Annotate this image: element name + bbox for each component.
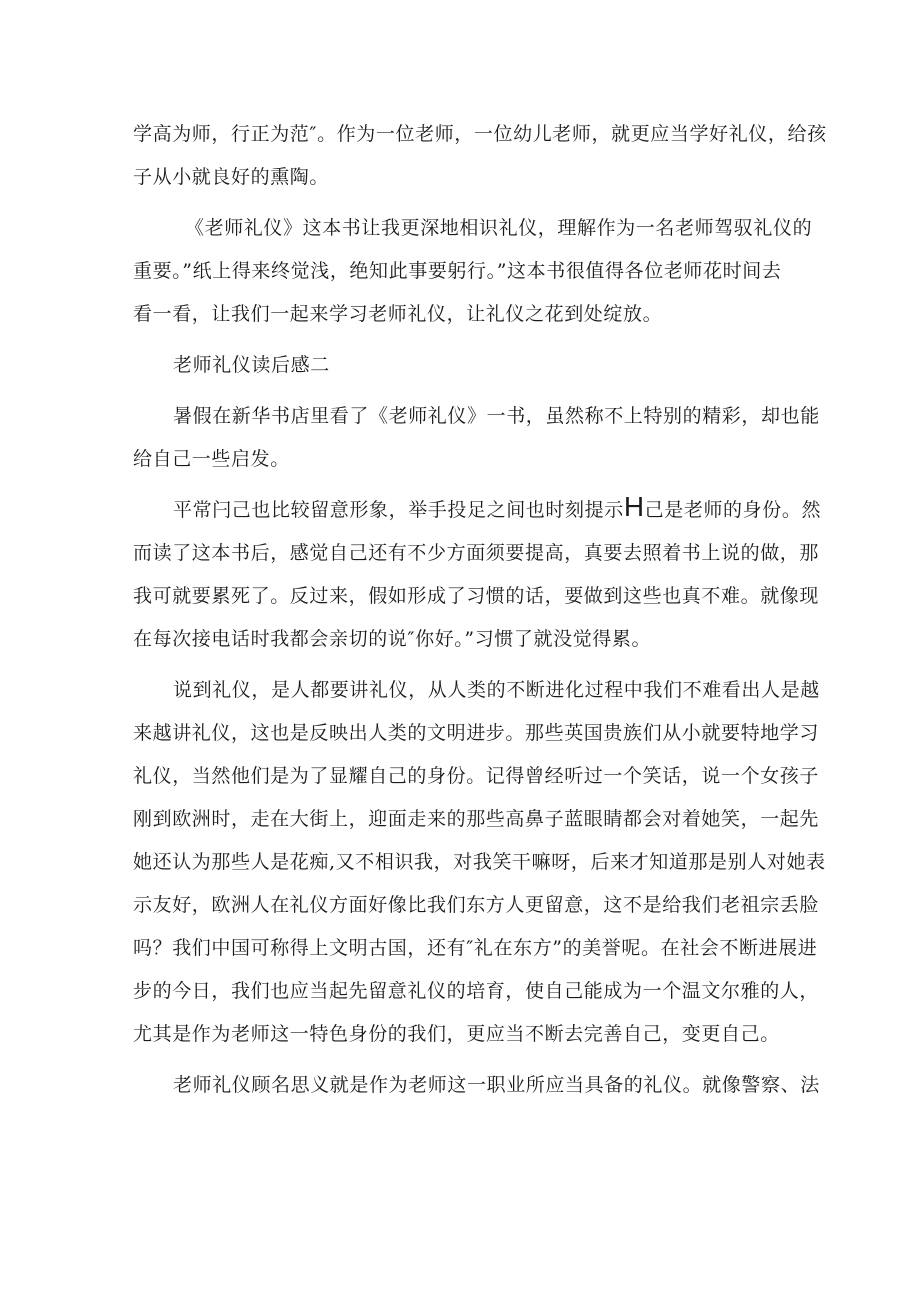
paragraph-1 <box>133 113 827 199</box>
heading-line: 老师礼仪读后感二 <box>173 354 330 376</box>
paragraph-3 <box>133 395 820 481</box>
text-fragment: 己是老师的身份。然 <box>644 499 822 521</box>
text-line: 在每次接电话时我都会亲切的说″你好。”习惯了就没觉得累。 <box>133 628 652 650</box>
paragraph-5 <box>133 669 826 1056</box>
text-line: 礼仪，当然他们是为了显耀自己的身份。记得曾经听过一个笑话，说一个女孩子 <box>133 765 820 787</box>
paragraph-6 <box>133 1064 820 1107</box>
text-line: 给自己一些启发。 <box>133 448 290 470</box>
section-heading <box>133 344 793 387</box>
text-line: 暑假在新华书店里看了《老师礼仪》一书，虽然称不上特别的精彩，却也能 <box>173 405 820 427</box>
text-line: 学高为师，行正为范″。作为一位老师，一位幼儿老师，就更应当学好礼仪，给孩 <box>133 123 827 145</box>
document-body <box>133 113 827 1107</box>
text-line: 子从小就良好的熏陶。 <box>133 166 330 188</box>
text-line: 步的今日，我们也应当起先留意礼仪的培育，使自己能成为一个温文尔雅的人， <box>133 980 820 1002</box>
text-line: 老师礼仪顾名思义就是作为老师这一职业所应当具备的礼仪。就像警察、法 <box>173 1074 820 1096</box>
text-line: 刚到欧洲时，走在大街上，迎面走来的那些高鼻子蓝眼睛都会对着她笑，一起先 <box>133 808 820 830</box>
text-line: 说到礼仪，是人都要讲礼仪，从人类的不断进化过程中我们不难看出人是越 <box>173 679 820 701</box>
text-line: 吗？我们中国可称得上文明古国，还有″礼在东方”的美誉呢。在社会不断进展进 <box>133 937 818 959</box>
text-line: 重要。”纸上得来终觉浅，绝知此事要躬行。”这本书很值得各位老师花时间去 <box>133 260 782 282</box>
text-line <box>133 489 822 532</box>
text-fragment: 平常闩己也比较留意形象，举手投足之间也时刻提示 <box>173 499 624 521</box>
text-line: 看一看，让我们一起来学习老师礼仪，让礼仪之花到处绽放。 <box>133 303 663 325</box>
text-line: 来越讲礼仪，这也是反映出人类的文明进步。那些英国贵族们从小就要特地学习 <box>133 722 820 744</box>
paragraph-4 <box>133 489 822 661</box>
text-line: 她还认为那些人是花痴,又不相识我，对我笑干嘛呀，后来才知道那是别人对她表 <box>133 851 826 873</box>
text-line: 尤其是作为老师这一特色身份的我们，更应当不断去完善自己，变更自己。 <box>133 1023 780 1045</box>
paragraph-2 <box>133 207 813 336</box>
text-line: 而读了这本书后，感觉自己还有不少方面须要提高，真要去照着书上说的做，那 <box>133 542 820 564</box>
text-line: 示友好，欧洲人在礼仪方面好像比我们东方人更留意，这不是给我们老祖宗丢脸 <box>133 894 820 916</box>
oversized-glyph: H <box>623 491 645 522</box>
text-line: 我可就要累死了。反过来，假如形成了习惯的话，要做到这些也真不难。就像现 <box>133 585 820 607</box>
text-line: 《老师礼仪》这本书让我更深地相识礼仪，理解作为一名老师驾驭礼仪的 <box>185 217 813 239</box>
